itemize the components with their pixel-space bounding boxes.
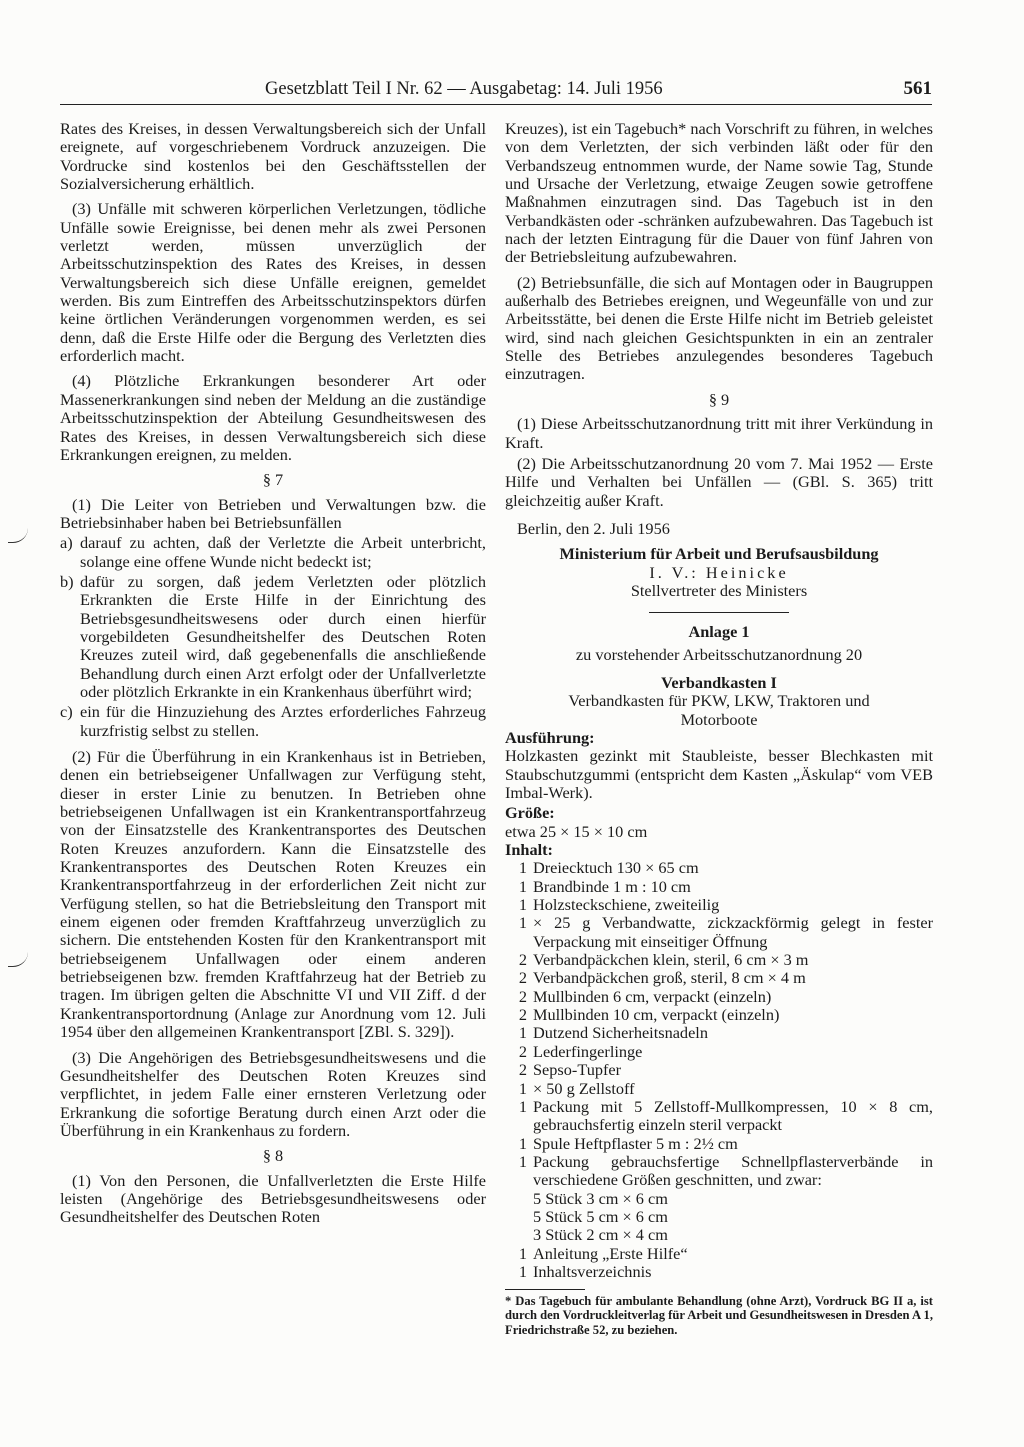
item-count: 1 xyxy=(518,1151,527,1171)
list-item xyxy=(60,534,486,571)
item-text: Sepso-Tupfer xyxy=(533,1060,622,1080)
sub-list-item: 5 Stück 5 cm × 6 cm xyxy=(533,1206,668,1226)
signing-date: Berlin, den 2. Juli 1956 xyxy=(517,518,670,538)
paragraph: (3) Unfälle mit schweren körperlichen Verletzungen, tödliche Unfälle sowie Ereignisse, bei denen mehr als zwei Personen verletzt werden, müssen unverzüglich der Arbeitsschutzinspektion des Rates des Kreises, in dessen Verwaltungsbereich sich diese Unfälle ereignen, gemeldet werden. Bis zum Eintreffen des Arbeitsschutzinspektors dürfen keine örtlichen Veränderungen vorgenommen werden, es sei denn, daß die Erste Hilfe oder die Bergung des Verletzten dies erforderlich macht. xyxy=(60,199,486,366)
item-count: 1 xyxy=(518,1243,527,1263)
paragraph: (2) Die Arbeitsschutzanordnung 20 vom 7. Mai 1952 — Erste Hilfe und Verhalten bei Unfällen — (GBl. S. 365) tritt gleichzeitig außer Kraft. xyxy=(505,453,933,510)
item-text: × 25 g Verbandwatte, zickzackförmig gelegt in fester Verpackung mit einseitiger Öffnung xyxy=(533,913,933,951)
execution-label: Ausführung: xyxy=(505,727,595,747)
list-item xyxy=(505,988,933,1006)
list-text: ein für die Hinzuziehung des Arztes erforderliches Fahrzeug kurzfristig selbst zu stellen. xyxy=(80,702,486,740)
paragraph: (2) Für die Überführung in ein Krankenhaus ist in Betrieben, denen ein betriebseigener Unfallwagen zur Verfügung steht, dieser in erster Linie zu benutzen. In Betrieben ohne betriebseigenen Unfallwagen ist ein Krankentransportfahrzeug von der Einsatzstelle des Krankentransportes des Deutschen Roten Kreuzes anzufordern. Kann die Einsatzstelle des Krankentransportes des Deutschen Roten Kreuzes ein Krankentransportfahrzeug in der erforderlichen Zeit nicht zur Verfügung stellen, so hat die Betriebsleitung den Transport mit einem eigenen oder fremden Kraftfahrzeug unverzüglich zu sichern. Die entstehenden Kosten für den Krankentransport mit betriebseigenem Unfallwagen oder einem anderen betriebseigenen bzw. fremden Kraftfahrzeug hat der Betrieb zu tragen. Im übrigen gelten die Abschnitte VI und VII Ziff. d der Krankentransportordnung (Anlage zur Anordnung vom 12. Juli 1954 über den allgemeinen Krankentransport [ZBl. S. 329]). xyxy=(60,747,486,1042)
item-count: 1 xyxy=(518,913,527,933)
list-item xyxy=(505,1080,933,1098)
margin-mark xyxy=(8,952,28,967)
item-text: Dreiecktuch 130 × 65 cm xyxy=(533,858,699,878)
right-column xyxy=(505,120,933,1337)
list-item xyxy=(505,896,933,914)
page-number: 561 xyxy=(903,78,932,99)
item-count: 2 xyxy=(518,986,527,1006)
item-text: Anleitung „Erste Hilfe“ xyxy=(533,1243,688,1263)
section-heading-8: § 8 xyxy=(262,1146,284,1166)
section-heading-7: § 7 xyxy=(262,470,284,490)
list-label: c) xyxy=(60,702,73,722)
item-count: 2 xyxy=(518,1041,527,1061)
contents-label: Inhalt: xyxy=(505,840,553,860)
list-item xyxy=(505,1245,933,1263)
footnote-rule xyxy=(505,1289,585,1290)
kit-title: Verbandkasten I xyxy=(661,672,777,692)
size-text: etwa 25 × 15 × 10 cm xyxy=(505,821,648,841)
footnote: * Das Tagebuch für ambulante Behandlung (ohne Arzt), Vordruck BG II a, ist durch den Vordruckleitverlag für Arbeit und Gesundheitswesen in Dresden A 1, Friedrichstraße 52, zu beziehen. xyxy=(505,1294,933,1337)
header-title: Gesetzblatt Teil I Nr. 62 — Ausgabetag: 14. Juli 1956 xyxy=(265,79,663,99)
list-item xyxy=(505,878,933,896)
list-item xyxy=(505,1061,933,1079)
list-item xyxy=(505,914,933,951)
item-text: Holzsteckschiene, zweiteilig xyxy=(533,895,720,915)
list-label: b) xyxy=(60,571,74,591)
item-count: 1 xyxy=(518,1096,527,1116)
size-label: Größe: xyxy=(505,803,555,823)
list-label: a) xyxy=(60,533,73,553)
item-count: 1 xyxy=(518,1261,527,1281)
item-count: 1 xyxy=(518,1078,527,1098)
item-text: Packung mit 5 Zellstoff-Mullkompressen, 10 × 8 cm, gebrauchsfertig einzeln steril verpackt xyxy=(533,1096,933,1135)
list-item xyxy=(60,573,486,701)
list-item xyxy=(505,951,933,969)
list-text: darauf zu achten, daß der Verletzte die Arbeit unterbricht, solange eine offene Wunde nicht bedeckt ist; xyxy=(80,533,486,571)
page-header xyxy=(60,70,932,105)
annex-subtitle: zu vorstehender Arbeitsschutzanordnung 20 xyxy=(575,644,863,664)
item-count: 2 xyxy=(518,950,527,970)
list-item xyxy=(505,969,933,987)
item-text: Inhaltsverzeichnis xyxy=(533,1261,652,1281)
item-text: Lederfingerlinge xyxy=(533,1041,643,1061)
list-item xyxy=(505,1263,933,1281)
separator-rule xyxy=(649,612,789,613)
item-text: Brandbinde 1 m : 10 cm xyxy=(533,876,691,896)
item-text: Dutzend Sicherheitsnadeln xyxy=(533,1023,708,1043)
item-text: × 50 g Zellstoff xyxy=(533,1078,635,1098)
list-item xyxy=(505,1135,933,1153)
paragraph: (1) Diese Arbeitsschutzanordnung tritt mit ihrer Verkündung in Kraft. xyxy=(505,414,933,452)
item-count: 2 xyxy=(518,1060,527,1080)
left-column xyxy=(60,120,486,1234)
list-item xyxy=(505,1043,933,1061)
list-item xyxy=(505,1024,933,1042)
list-item xyxy=(60,703,486,740)
item-count: 1 xyxy=(518,1023,527,1043)
item-text: Spule Heftpflaster 5 m : 2½ cm xyxy=(533,1133,738,1153)
item-text: Mullbinden 10 cm, verpackt (einzeln) xyxy=(533,1005,780,1025)
list-text: dafür zu sorgen, daß jedem Verletzten oder plötzlich Erkrankten die Erste Hilfe in der Einrichtung des Betriebsgesundheitswesens oder durch einen hierfür vorgebildeten Gesundheitshelfer des Deutschen Roten Kreuzes zuteil wird, daß gegebenenfalls die anschließende Behandlung durch einen Arzt erfolgt oder der Unfallverletzte oder plötzlich Erkrankte in ein Krankenhaus überführt wird; xyxy=(80,571,486,701)
item-count: 2 xyxy=(518,1005,527,1025)
margin-mark xyxy=(8,528,28,543)
paragraph: (1) Von den Personen, die Unfallverletzten die Erste Hilfe leisten (Angehörige des Betriebsgesundheitswesens oder Gesundheitshelfer des Deutschen Roten xyxy=(60,1170,486,1227)
item-count: 1 xyxy=(518,895,527,915)
paragraph: Kreuzes), ist ein Tagebuch* nach Vorschrift zu führen, in welches von dem Verletzten, der sich verbinden läßt oder für den Verbandszeug entnommen wurde, der Name sowie Tag, Stunde und Ursache der Verletzung, etwaige Zeugen sowie getroffene Maßnahmen einzutragen sind. Das Tagebuch ist in den Verbandkästen oder -schränken aufzubewahren. Das Tagebuch ist nach der letzten Eintragung für die Dauer von fünf Jahren von der Betriebsleitung aufzubewahren. xyxy=(505,119,933,267)
paragraph: (4) Plötzliche Erkrankungen besonderer Art oder Massenerkrankungen sind neben der Meldung an die zuständige Arbeitsschutzinspektion der Abteilung Gesundheitswesen des Rates des Kreises, in dessen Verwaltungsbereich sich diese Erkrankungen ereignen, zu melden. xyxy=(60,371,486,464)
item-text: Verbandpäckchen groß, steril, 8 cm × 4 m xyxy=(533,968,806,988)
signer-role: Stellvertreter des Ministers xyxy=(630,580,808,600)
kit-subtitle: Verbandkasten für PKW, LKW, Traktoren und Motorboote xyxy=(568,691,870,729)
section-heading-9: § 9 xyxy=(708,389,730,409)
item-text: Verbandpäckchen klein, steril, 6 cm × 3 m xyxy=(533,950,809,970)
list-item xyxy=(505,859,933,877)
annex-title: Anlage 1 xyxy=(688,622,750,642)
signer-name: I. V.: Heinicke xyxy=(649,562,789,582)
item-text: Mullbinden 6 cm, verpackt (einzeln) xyxy=(533,986,772,1006)
ministry-name: Ministerium für Arbeit und Berufsausbildung xyxy=(559,544,879,564)
list-item xyxy=(505,1098,933,1135)
list-item xyxy=(505,1153,933,1190)
paragraph: (1) Die Leiter von Betrieben und Verwaltungen bzw. die Betriebsinhaber haben bei Betriebsunfällen xyxy=(60,494,486,532)
paragraph: (3) Die Angehörigen des Betriebsgesundheitswesens und die Gesundheitshelfer des Deutschen Roten Kreuzes sind verpflichtet, in jedem Falle einer ernsteren Verletzung oder Erkrankung die sofortige Beratung durch einen Arzt oder die Überführung in ein Krankenhaus zu fordern. xyxy=(60,1047,486,1140)
item-text: Packung gebrauchsfertige Schnellpflasterverbände in verschiedene Größen geschnitten, und zwar: xyxy=(533,1151,933,1190)
execution-text: Holzkasten gezinkt mit Staubleiste, besser Blechkasten mit Staubschutzgummi (entspricht dem Kasten „Äskulap“ vom VEB Imbal-Werk). xyxy=(505,746,933,802)
paragraph: Rates des Kreises, in dessen Verwaltungsbereich sich der Unfall ereignete, auf vorgeschriebenem Vordruck anzuzeigen. Die Vordrucke sind kostenlos bei den Geschäftsstellen der Sozialversicherung erhältlich. xyxy=(60,119,486,194)
sub-list-item: 3 Stück 2 cm × 4 cm xyxy=(533,1225,668,1245)
item-count: 1 xyxy=(518,876,527,896)
sub-list-item: 5 Stück 3 cm × 6 cm xyxy=(533,1188,668,1208)
paragraph: (2) Betriebsunfälle, die sich auf Montagen oder in Baugruppen außerhalb des Betriebes ereignen, und Wegeunfälle von und zur Arbeitsstätte, bei denen die Erste Hilfe nicht im Betrieb geleistet wird, sind nach gleichen Gesichtspunkten in ein an zentraler Stelle des Betriebes anzulegendes besonderes Tagebuch einzutragen. xyxy=(505,272,933,384)
list-item xyxy=(505,1006,933,1024)
item-count: 1 xyxy=(518,858,527,878)
item-count: 2 xyxy=(518,968,527,988)
item-count: 1 xyxy=(518,1133,527,1153)
